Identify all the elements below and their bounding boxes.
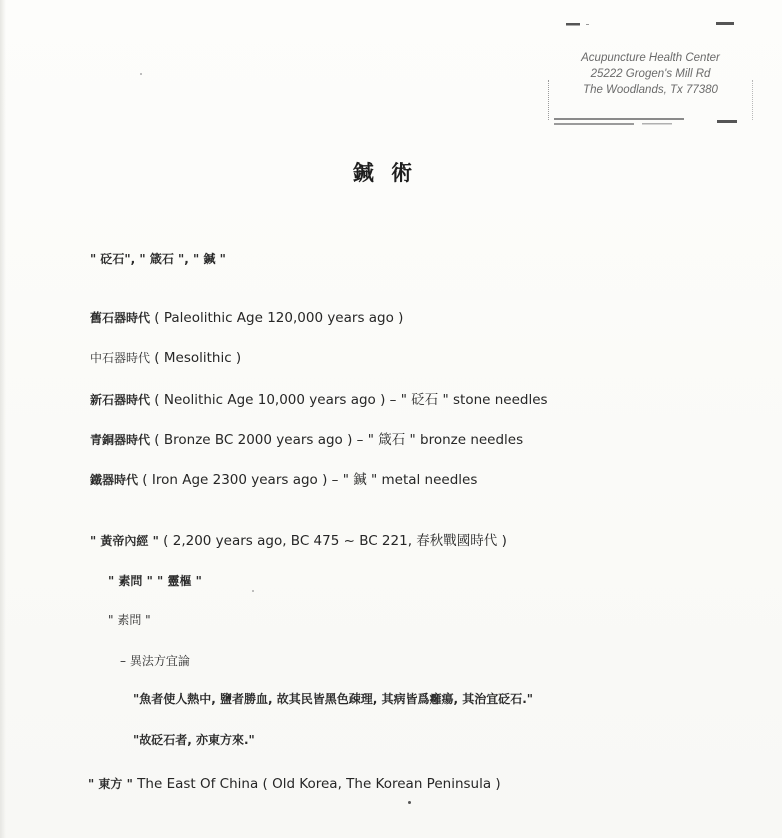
- age-line-mesolithic: [90, 349, 241, 366]
- quote-text-1: "魚者使人熱中, 鹽者勝血, 故其民皆黑色疎理, 其病皆爲癰瘍, 其治宜砭石.": [133, 692, 534, 706]
- stamp-line-name: Acupuncture Health Center: [581, 52, 720, 64]
- east-line: [88, 775, 501, 792]
- age-desc: ( Bronze BC 2000 years ago ) – " 箴石 " bronze needles: [150, 432, 524, 448]
- age-desc: ( Iron Age 2300 years ago ) – " 鍼 " metal needles: [138, 472, 478, 488]
- stamp-top-edge: [556, 20, 744, 28]
- stamp-left-edge: [548, 80, 553, 120]
- suwen-heading-text: " 素問 ": [108, 613, 151, 627]
- age-name: 舊石器時代: [90, 311, 151, 325]
- stamp-bottom-edge: [552, 116, 748, 130]
- intro-terms: [90, 250, 226, 267]
- chapter-heading: [120, 652, 190, 669]
- suwen-heading: [108, 611, 151, 628]
- age-desc: ( Mesolithic ): [150, 350, 242, 366]
- classic-desc: ( 2,200 years ago, BC 475 ~ BC 221, 春秋戰國時代 ): [158, 533, 507, 549]
- classic-line: [90, 529, 507, 549]
- age-line-neolithic: [90, 388, 548, 408]
- age-line-bronze: [90, 428, 523, 448]
- east-term: " 東方 ": [88, 777, 133, 791]
- age-name: 鐵器時代: [90, 473, 139, 487]
- page-title: 鍼 術: [352, 161, 418, 185]
- age-desc: ( Neolithic Age 10,000 years ago ) – " 砭石 " stone needles: [150, 392, 548, 408]
- age-name: 新石器時代: [90, 393, 151, 407]
- scan-speck: [140, 73, 142, 75]
- scan-speck: [252, 590, 254, 592]
- intro-terms-text: " 砭石", " 箴石 ", " 鍼 ": [90, 252, 226, 266]
- quote-text-2: "故砭石者, 亦東方來.": [133, 733, 255, 747]
- stamp-line-city: The Woodlands, Tx 77380: [583, 84, 718, 96]
- age-name: 中石器時代: [90, 351, 151, 365]
- classic-title: " 黃帝內經 ": [90, 534, 159, 548]
- quote-line-1: [133, 690, 533, 707]
- address-stamp: [548, 18, 753, 133]
- east-desc: The East Of China ( Old Korea, The Korean Peninsula ): [132, 776, 501, 792]
- stamp-right-edge: [748, 80, 753, 120]
- stamp-line-street: 25222 Grogen's Mill Rd: [590, 68, 711, 80]
- classic-parts: [108, 572, 202, 589]
- quote-line-2: [133, 731, 255, 748]
- scan-edge-shadow: [0, 0, 6, 838]
- age-name: 青銅器時代: [90, 433, 151, 447]
- age-line-paleolithic: [90, 309, 403, 326]
- scan-speck: [408, 801, 411, 804]
- classic-parts-text: " 素問 " " 靈樞 ": [108, 574, 202, 588]
- age-line-iron: [90, 468, 477, 488]
- age-desc: ( Paleolithic Age 120,000 years ago ): [150, 310, 404, 326]
- chapter-heading-text: – 異法方宜論: [120, 654, 190, 668]
